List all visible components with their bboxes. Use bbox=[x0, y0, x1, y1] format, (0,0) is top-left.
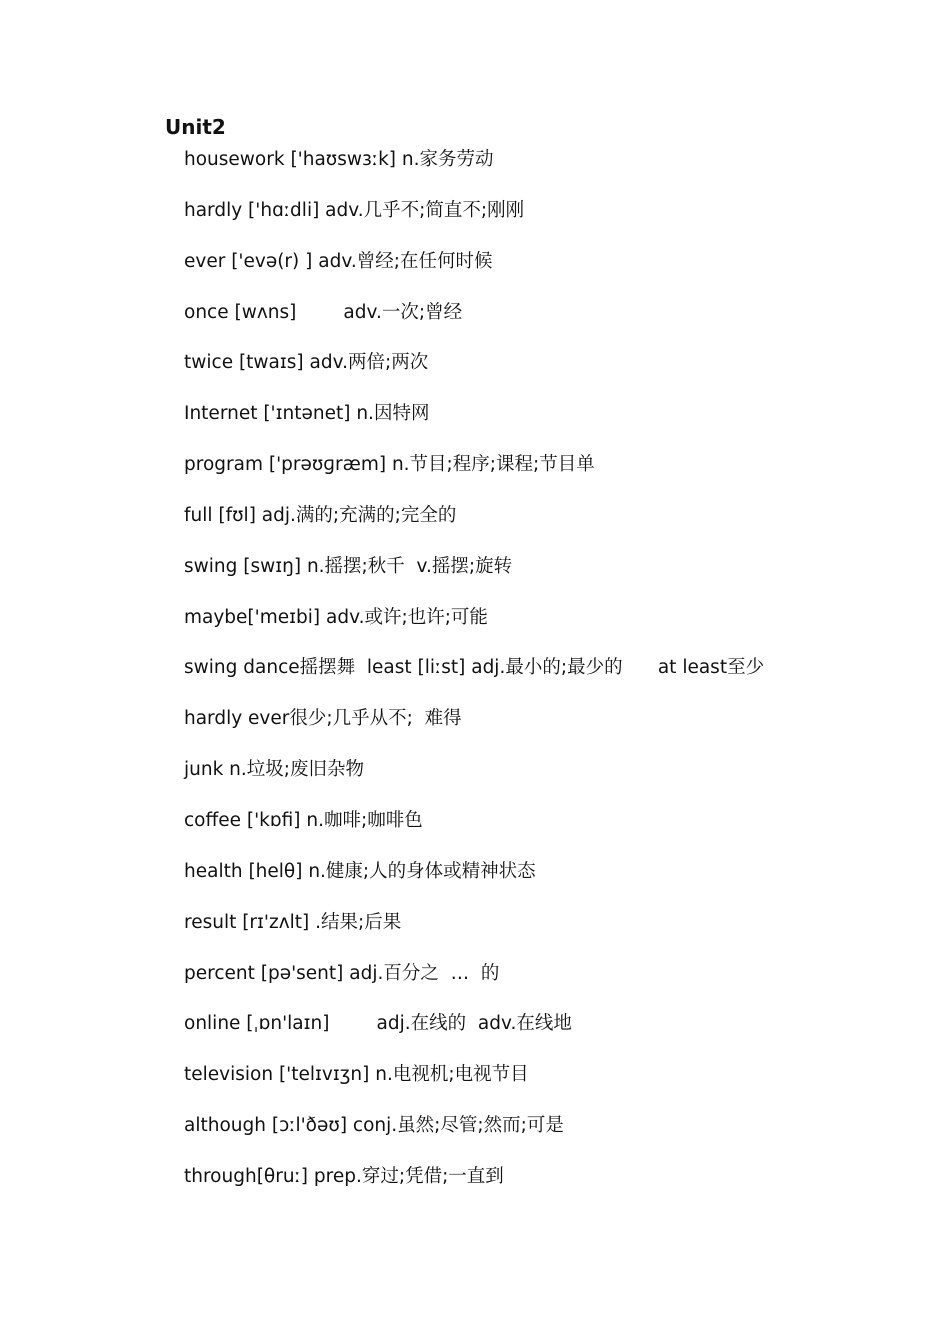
vocab-entry-online: online [ˌɒn'laɪn] adj.在线的 adv.在线地 bbox=[184, 1013, 572, 1035]
vocab-entry-swing: swing [swɪŋ] n.摇摆;秋千 v.摇摆;旋转 bbox=[184, 555, 513, 577]
unit-title: Unit2 bbox=[165, 115, 226, 139]
vocab-entry-hardly-ever: hardly ever很少;几乎从不; 难得 bbox=[184, 708, 462, 730]
vocab-entry-although: although [ɔːl'ðəʊ] conj.虽然;尽管;然而;可是 bbox=[184, 1115, 564, 1137]
vocab-entry-percent: percent [pə'sent] adj.百分之 … 的 bbox=[184, 962, 500, 984]
vocab-entry-housework: housework ['haʊswɜːk] n.家务劳动 bbox=[184, 149, 494, 170]
vocab-entry-full: full [fʊl] adj.满的;充满的;完全的 bbox=[184, 504, 457, 526]
vocab-entry-television: television ['telɪvɪʒn] n.电视机;电视节目 bbox=[184, 1064, 529, 1086]
vocab-entry-program: program ['prəʊɡræm] n.节目;程序;课程;节目单 bbox=[184, 454, 595, 476]
vocab-entry-internet: Internet ['ɪntənet] n.因特网 bbox=[184, 403, 430, 425]
vocab-entry-junk: junk n.垃圾;废旧杂物 bbox=[184, 759, 365, 781]
vocab-entry-health: health [helθ] n.健康;人的身体或精神状态 bbox=[184, 860, 536, 882]
vocab-entry-once: once [wʌns] adv.一次;曾经 bbox=[184, 301, 463, 323]
vocab-entry-twice: twice [twaɪs] adv.两倍;两次 bbox=[184, 352, 429, 374]
vocab-entry-result: result [rɪ'zʌlt] .结果;后果 bbox=[184, 911, 402, 933]
vocab-entry-ever: ever ['evə(r) ] adv.曾经;在任何时候 bbox=[184, 250, 493, 272]
vocabulary-list bbox=[184, 146, 764, 1214]
vocab-entry-coffee: coffee ['kɒfi] n.咖啡;咖啡色 bbox=[184, 809, 423, 831]
vocab-entry-through: through[θruː] prep.穿过;凭借;一直到 bbox=[184, 1165, 504, 1187]
vocab-entry-hardly: hardly ['hɑːdli] adv.几乎不;简直不;刚刚 bbox=[184, 199, 525, 221]
vocab-entry-maybe: maybe['meɪbi] adv.或许;也许;可能 bbox=[184, 606, 488, 628]
vocab-entry-swing-dance-least: swing dance摇摆舞 least [liːst] adj.最小的;最少的 at least至少 bbox=[184, 657, 765, 679]
